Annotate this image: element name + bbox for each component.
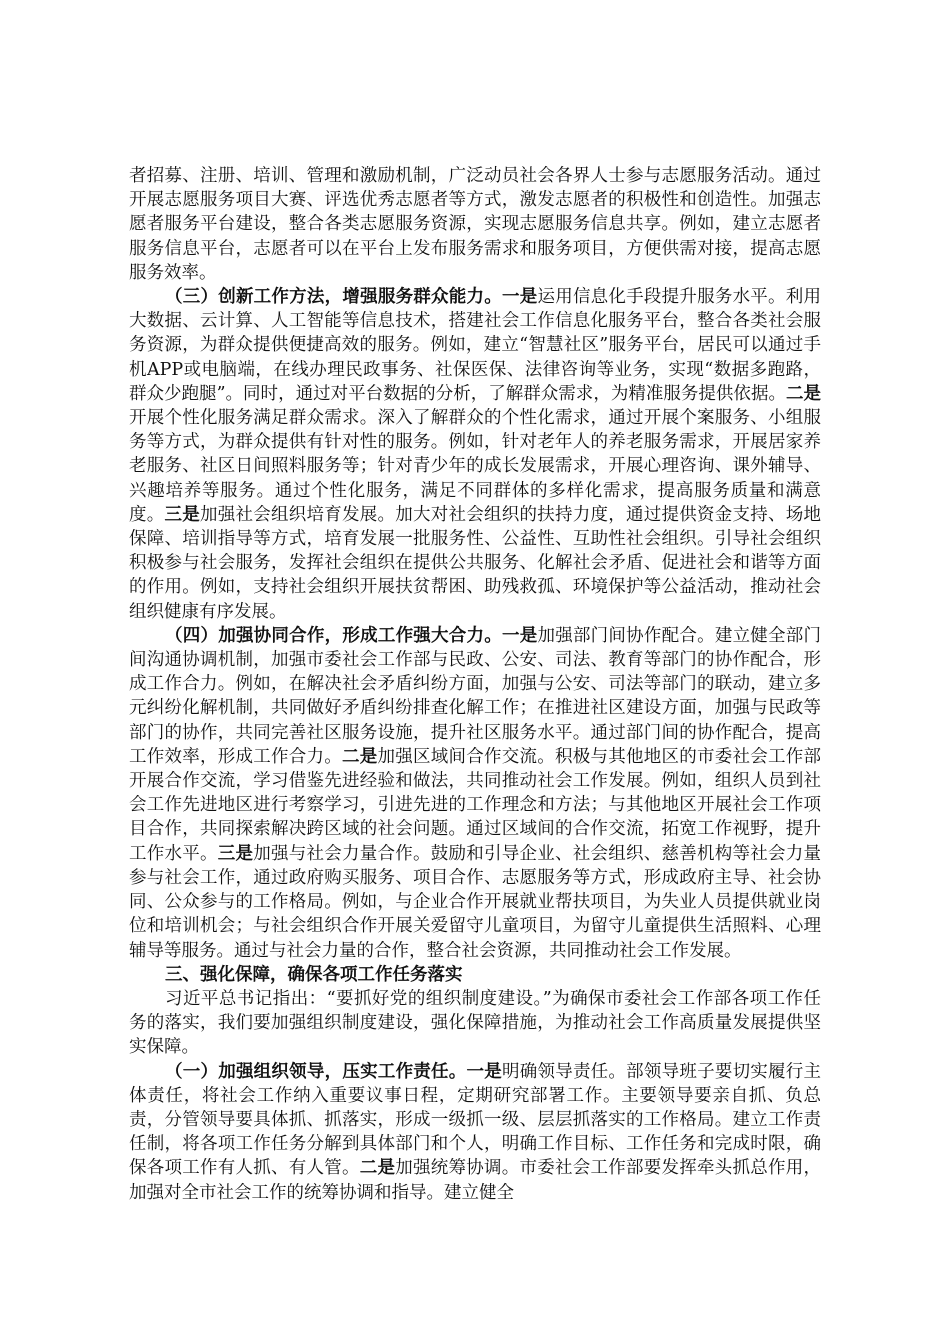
body-text: 明确领导责任。部领导班子要切实履行主体责任，将社会工作纳入重要议事日程，定期研究部署工作。主要领导要亲自抓、负总责，分管领导要具体抓、抓落实，形成一级抓一级、层层抓落实的工作格局。建立工作责任制，将各项工作任务分解到具体部门和个人，明确工作目标、工作任务和完成时限，确保各项工作有人抓、有人管。: [129, 1061, 822, 1179]
body-text: 开展个性化服务满足群众需求。深入了解群众的个性化需求，通过开展个案服务、小组服务等方式，为群众提供有针对性的服务。例如，针对老年人的养老服务需求，开展居家养老服务、社区日间照料服务等；针对青少年的成长发展需求，开展心理咨询、课外辅导、兴趣培养等服务。通过个性化服务，满足不同群体的多样化需求，提高服务质量和满意度。: [129, 408, 821, 525]
paragraph-part-3-heading: [129, 963, 821, 987]
bold-lead-text: 二是: [785, 383, 821, 404]
bold-lead-text: 二是: [342, 746, 378, 767]
body-text: 加强社会组织培育发展。加大对社会组织的扶持力度，通过提供资金支持、场地保障、培训指导等方式，培育发展一批服务性、公益性、互助性社会组织。引导社会组织积极参与社会服务，发挥社会组织在提供公共服务、化解社会矛盾、促进社会和谐等方面的作用。例如，支持社会组织开展扶贫帮困、助残救孤、环境保护等公益活动，推动社会组织健康有序发展。: [129, 504, 821, 622]
bold-lead-text: 三是: [217, 843, 254, 864]
paragraph-section-3-innovate: [129, 285, 821, 624]
body-text: 运用信息化手段提升服务水平。利用大数据、云计算、人工智能等信息技术，搭建社会工作信息化服务平台，整合各类社会服务资源，为群众提供便捷高效的服务。例如，建立“智慧社区”服务平台，居民可以通过手机APP或电脑端，在线办理民政事务、社保医保、法律咨询等业务，实现“数据多跑路，群众少跑腿”。同时，通过对平台数据的分析，了解群众需求，为精准服务提供依据。: [129, 287, 822, 404]
bold-lead-text: 三是: [164, 504, 200, 525]
bold-lead-text: （四）加强协同合作，形成工作强大合力。一是: [165, 625, 538, 646]
body-text: 加强区域间合作交流。积极与其他地区的市委社会工作部开展合作交流，学习借鉴先进经验和做法，共同推动社会工作发展。例如，组织人员到社会工作先进地区进行考察学习，引进先进的工作理念和方法；与其他地区开展社会工作项目合作，共同探索解决跨区域的社会问题。通过区域间的合作交流，拓宽工作视野，提升工作水平。: [129, 746, 821, 864]
bold-lead-text: 二是: [359, 1158, 396, 1179]
body-text: 者招募、注册、培训、管理和激励机制，广泛动员社会各界人士参与志愿服务活动。通过开展志愿服务项目大赛、评选优秀志愿者等方式，激发志愿者的积极性和创造性。加强志愿者服务平台建设，整合各类志愿服务资源，实现志愿服务信息共享。例如，建立志愿者服务信息平台，志愿者可以在平台上发布服务需求和服务项目，方便供需对接，提高志愿服务效率。: [129, 166, 821, 283]
body-text: 加强与社会力量合作。鼓励和引导企业、社会组织、慈善机构等社会力量参与社会工作，通过政府购买服务、项目合作、志愿服务等方式，形成政府主导、社会协同、公众参与的工作格局。例如，与企业合作开展就业帮扶项目，为失业人员提供就业岗位和培训机会；与社会组织合作开展关爱留守儿童项目，为留守儿童提供生活照料、心理辅导等服务。通过与社会力量的合作，整合社会资源，共同推动社会工作发展。: [129, 843, 821, 961]
bold-lead-text: 三、强化保障，确保各项工作任务落实: [165, 964, 463, 985]
bold-lead-text: （一）加强组织领导，压实工作责任。一是: [165, 1061, 502, 1082]
paragraph-volunteer-continuation: [129, 164, 821, 285]
paragraph-part-3-intro: [129, 987, 821, 1060]
bold-lead-text: （三）创新工作方法，增强服务群众能力。一是: [165, 287, 538, 308]
document-page: [129, 164, 821, 1205]
body-text: 加强统筹协调。市委社会工作部要发挥牵头抓总作用，加强对全市社会工作的统筹协调和指导。建立健全: [129, 1158, 821, 1203]
paragraph-section-1-leadership: [129, 1060, 821, 1205]
body-text: 习近平总书记指出：“要抓好党的组织制度建设。”为确保市委社会工作部各项工作任务的落实，我们要加强组织制度建设，强化保障措施，为推动社会工作高质量发展提供坚实保障。: [129, 988, 821, 1058]
paragraph-section-4-cooperate: [129, 624, 821, 963]
body-text: 加强部门间协作配合。建立健全部门间沟通协调机制，加强市委社会工作部与民政、公安、司法、教育等部门的协作配合，形成工作合力。例如，在解决社会矛盾纠纷方面，加强与公安、司法等部门的联动，建立多元纠纷化解机制，共同做好矛盾纠纷排查化解工作；在推进社区建设方面，加强与民政等部门的协作，共同完善社区服务设施，提升社区服务水平。通过部门间的协作配合，提高工作效率，形成工作合力。: [129, 625, 822, 767]
